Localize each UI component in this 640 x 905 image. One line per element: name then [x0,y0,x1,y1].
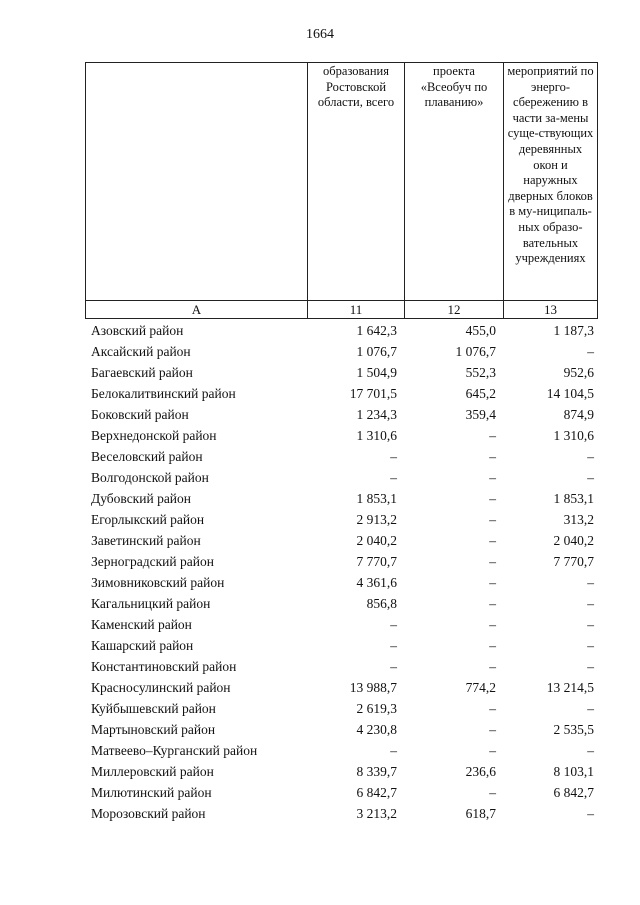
header-cell-total: образования Ростовской области, всего [308,63,405,301]
cell-swimming: – [489,449,496,464]
table-row [91,635,598,656]
cell-total: 1 234,3 [356,407,397,422]
cell-swimming: – [489,617,496,632]
table-row [91,362,598,383]
cell-energy: 1 187,3 [553,323,594,338]
table-row [91,467,598,488]
header-cell-swimming: проекта «Всеобуч по плаванию» [405,63,504,301]
cell-swimming: – [489,533,496,548]
district-name: Егорлыкский район [91,512,205,527]
district-name: Кашарский район [91,638,194,653]
district-name: Аксайский район [91,344,191,359]
cell-total: – [390,638,397,653]
column-number-12: 12 [405,301,504,319]
district-name: Морозовский район [91,806,206,821]
cell-total: 2 040,2 [356,533,397,548]
cell-energy: 2 535,5 [553,722,594,737]
cell-swimming: – [489,554,496,569]
table-row [91,488,598,509]
district-name: Заветинский район [91,533,201,548]
district-name: Волгодонской район [91,470,209,485]
cell-total: – [390,617,397,632]
cell-swimming: – [489,491,496,506]
table-row [91,614,598,635]
district-name: Боковский район [91,407,189,422]
cell-swimming: – [489,428,496,443]
cell-energy: 13 214,5 [546,680,594,695]
cell-swimming: 1 076,7 [455,344,496,359]
cell-total: 1 310,6 [356,428,397,443]
cell-total: 1 076,7 [356,344,397,359]
table-row [91,320,598,341]
cell-energy: – [587,638,594,653]
table-row [91,572,598,593]
page-number: 1664 [306,27,334,42]
cell-swimming: – [489,470,496,485]
table-row [91,803,598,824]
cell-swimming: 455,0 [465,323,496,338]
cell-energy: – [587,743,594,758]
cell-swimming: 552,3 [465,365,496,380]
header-cell-name [86,63,308,301]
cell-energy: – [587,659,594,674]
table-row [91,782,598,803]
table-header [85,62,598,319]
district-name: Зерноградский район [91,554,214,569]
column-number-a: А [86,301,308,319]
table-row [91,698,598,719]
district-name: Константиновский район [91,659,237,674]
cell-energy: – [587,344,594,359]
cell-total: – [390,659,397,674]
cell-swimming: 618,7 [465,806,496,821]
cell-swimming: – [489,575,496,590]
cell-swimming: – [489,596,496,611]
cell-swimming: – [489,722,496,737]
district-name: Зимовниковский район [91,575,225,590]
table-row [91,530,598,551]
column-number-13: 13 [504,301,598,319]
district-name: Дубовский район [91,491,192,506]
column-number-11: 11 [308,301,405,319]
cell-total: 7 770,7 [356,554,397,569]
cell-total: 17 701,5 [349,386,397,401]
column-number-row [86,301,598,319]
cell-energy: – [587,806,594,821]
cell-total: 4 361,6 [356,575,397,590]
cell-swimming: – [489,512,496,527]
table-row [91,551,598,572]
cell-energy: 313,2 [563,512,594,527]
district-name: Мартыновский район [91,722,216,737]
table-row [91,656,598,677]
cell-energy: – [587,617,594,632]
cell-swimming: 359,4 [465,407,496,422]
cell-total: – [390,470,397,485]
table-row [91,593,598,614]
cell-total: 1 642,3 [356,323,397,338]
cell-energy: 7 770,7 [553,554,594,569]
cell-total: 3 213,2 [356,806,397,821]
district-name: Красносулинский район [91,680,231,695]
cell-swimming: – [489,785,496,800]
cell-energy: – [587,470,594,485]
cell-energy: 14 104,5 [546,386,594,401]
cell-energy: – [587,701,594,716]
cell-total: 856,8 [366,596,397,611]
district-name: Веселовский район [91,449,203,464]
cell-total: 8 339,7 [356,764,397,779]
cell-total: 4 230,8 [356,722,397,737]
table-row [91,719,598,740]
cell-total: 1 504,9 [356,365,397,380]
cell-energy: 1 853,1 [553,491,594,506]
table-row [91,383,598,404]
table-row [91,677,598,698]
cell-total: 2 913,2 [356,512,397,527]
cell-swimming: – [489,701,496,716]
table-body [91,320,598,824]
cell-total: 13 988,7 [349,680,397,695]
district-name: Миллеровский район [91,764,214,779]
cell-energy: – [587,449,594,464]
header-cell-energy: мероприятий по энерго-сбережению в части за-мены суще-ствующих деревянных окон и наружных дверных блоков в му-ниципаль-ных образо-вательных учреждениях [504,63,598,301]
cell-swimming: – [489,659,496,674]
table-row [91,509,598,530]
cell-total: 1 853,1 [356,491,397,506]
cell-energy: 2 040,2 [553,533,594,548]
table-row [91,761,598,782]
cell-energy: 1 310,6 [553,428,594,443]
cell-energy: 6 842,7 [553,785,594,800]
table-row [91,404,598,425]
district-name: Верхнедонской район [91,428,217,443]
cell-swimming: – [489,743,496,758]
district-name: Багаевский район [91,365,193,380]
table-row [91,425,598,446]
district-name: Матвеево–Курганский район [91,743,258,758]
cell-swimming: 774,2 [465,680,496,695]
district-name: Куйбышевский район [91,701,216,716]
table-row [91,446,598,467]
cell-energy: – [587,596,594,611]
cell-swimming: – [489,638,496,653]
cell-energy: 8 103,1 [553,764,594,779]
cell-swimming: 645,2 [465,386,496,401]
district-name: Милютинский район [91,785,212,800]
cell-energy: 952,6 [563,365,594,380]
district-name: Белокалитвинский район [91,386,236,401]
cell-total: 2 619,3 [356,701,397,716]
district-name: Каменский район [91,617,192,632]
table-row [91,740,598,761]
header-row [86,63,598,301]
table-row [91,341,598,362]
cell-energy: 874,9 [563,407,594,422]
cell-energy: – [587,575,594,590]
district-name: Азовский район [91,323,184,338]
district-name: Кагальницкий район [91,596,211,611]
cell-swimming: 236,6 [465,764,496,779]
cell-total: – [390,449,397,464]
cell-total: – [390,743,397,758]
cell-total: 6 842,7 [356,785,397,800]
